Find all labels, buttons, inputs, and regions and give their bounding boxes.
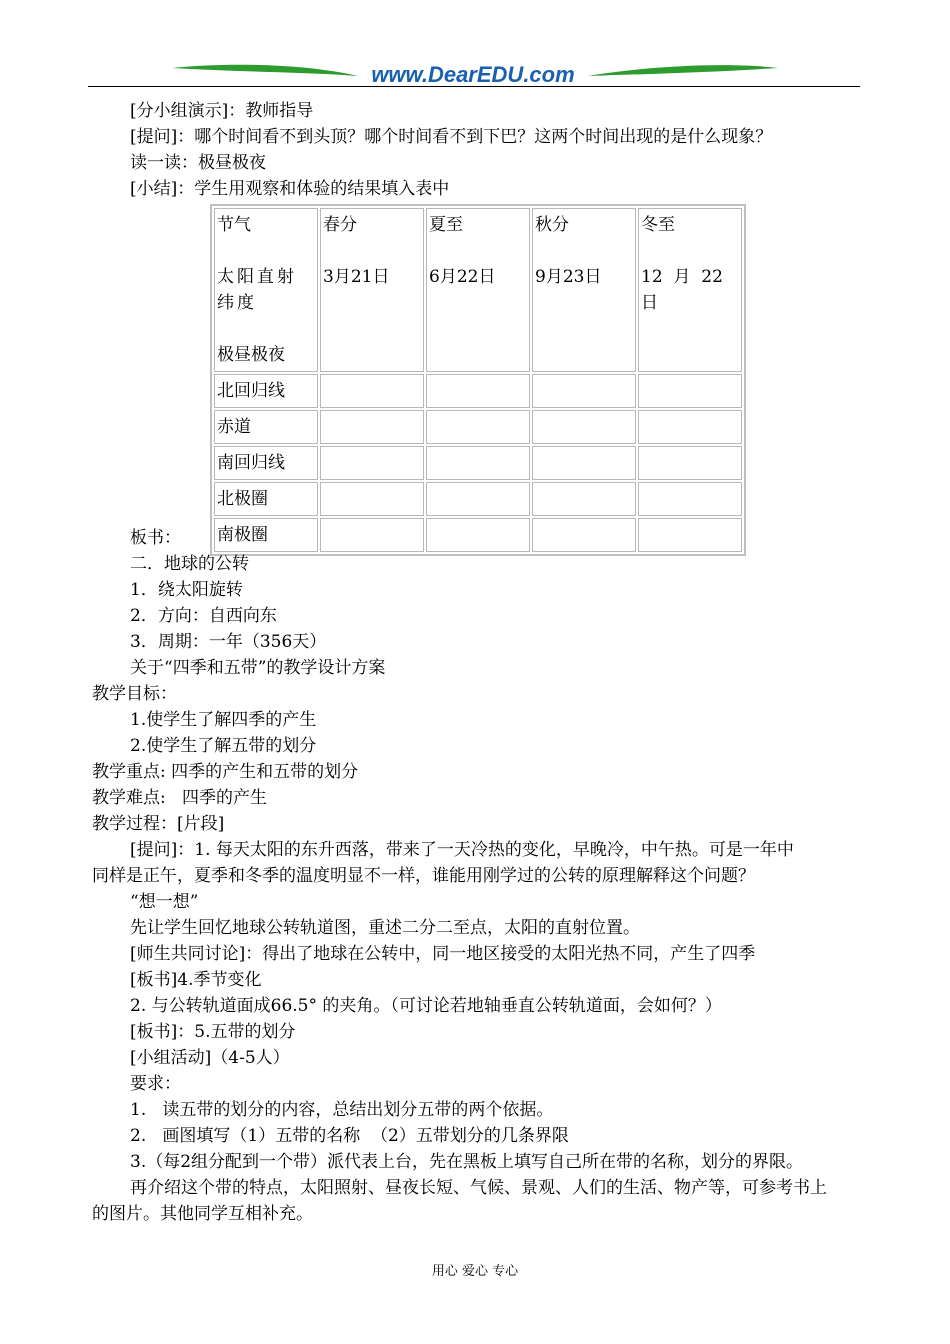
text-line: 再介绍这个带的特点，太阳照射、昼夜长短、气候、景观、人们的生活、物产等，可参考书上 <box>130 1178 827 1198</box>
table-cell <box>532 446 636 480</box>
text-line: [板书]4.季节变化 <box>130 970 262 990</box>
table-cell <box>638 446 742 480</box>
text-line: 3.（每2组分配到一个带）派代表上台，先在黑板上填写自己所在带的名称，划分的界限。 <box>130 1152 804 1172</box>
table-cell <box>532 208 636 372</box>
row-label: 南极圈 <box>214 518 318 552</box>
row-label: 北极圈 <box>214 482 318 516</box>
cell-latitude: 太阳直射纬度 <box>217 267 297 313</box>
text-line: [小组活动]（4-5人） <box>130 1048 290 1068</box>
text-line: 先让学生回忆地球公转轨道图，重述二分二至点，太阳的直射位置。 <box>130 918 640 938</box>
text-line: 2.使学生了解五带的划分 <box>130 736 317 756</box>
text-line: 2. 与公转轨道面成66.5° 的夹角。（可讨论若地轴垂直公转轨道面，会如何？） <box>130 996 722 1016</box>
row-label: 赤道 <box>214 410 318 444</box>
solar-terms-table <box>210 204 746 556</box>
table-cell <box>320 374 424 408</box>
season-name: 春分 <box>323 215 357 235</box>
text-line: [分小组演示]：教师指导 <box>130 101 314 121</box>
table-cell <box>320 208 424 372</box>
text-line: 3．周期：一年（356天） <box>130 632 327 652</box>
left-swoosh-graphic <box>172 65 358 76</box>
table-row <box>214 208 742 372</box>
text-line: [提问]：1. 每天太阳的东升西落，带来了一天冷热的变化，早晚冷，中午热。可是一年中 <box>130 840 794 860</box>
text-line: 1.使学生了解四季的产生 <box>130 710 317 730</box>
row-label: 南回归线 <box>214 446 318 480</box>
page-footer: 用心 爱心 专心 <box>431 1264 519 1279</box>
table-row <box>214 446 742 480</box>
season-date: 6月22日 <box>429 267 496 287</box>
table-cell <box>532 482 636 516</box>
table-row <box>214 410 742 444</box>
table-cell <box>426 518 530 552</box>
table-cell <box>638 410 742 444</box>
text-line: 教学重点: 四季的产生和五带的划分 <box>92 762 359 782</box>
table-cell <box>320 446 424 480</box>
table-row <box>214 518 742 552</box>
text-line: 的图片。其他同学互相补充。 <box>92 1204 313 1224</box>
text-line: 教学过程：[片段] <box>92 814 225 834</box>
season-date: 3月21日 <box>323 267 390 287</box>
table-cell <box>426 482 530 516</box>
table-cell <box>532 518 636 552</box>
text-line: 读一读：极昼极夜 <box>130 153 266 173</box>
cell-polar-day-night: 极昼极夜 <box>217 345 285 365</box>
text-line: [板书]：5.五带的划分 <box>130 1022 296 1042</box>
text-line: 关于“四季和五带”的教学设计方案 <box>130 658 386 678</box>
cell-solar-term: 节气 <box>217 215 251 235</box>
table-cell <box>426 446 530 480</box>
table-cell <box>638 482 742 516</box>
season-name: 秋分 <box>535 215 569 235</box>
table-cell <box>320 518 424 552</box>
text-line: 1. 读五带的划分的内容，总结出划分五带的两个依据。 <box>130 1100 554 1120</box>
text-line: 教学难点: 四季的产生 <box>92 788 267 808</box>
text-line: 二．地球的公转 <box>130 554 249 574</box>
table-row <box>214 482 742 516</box>
text-line: [师生共同讨论]：得出了地球在公转中，同一地区接受的太阳光热不同，产生了四季 <box>130 944 756 964</box>
table-cell <box>638 374 742 408</box>
table-cell <box>320 482 424 516</box>
header-rule <box>88 86 860 87</box>
season-name: 夏至 <box>429 215 463 235</box>
site-url-text: www.DearEDU.com <box>371 62 575 87</box>
season-date: 9月23日 <box>535 267 602 287</box>
text-line: 板书： <box>130 528 181 548</box>
text-line: [小结]：学生用观察和体验的结果填入表中 <box>130 179 450 199</box>
table-cell-header <box>214 208 318 372</box>
text-line: [提问]：哪个时间看不到头顶？哪个时间看不到下巴？这两个时间出现的是什么现象？ <box>130 127 773 147</box>
text-line: 教学目标： <box>92 684 177 704</box>
text-line: 2．方向：自西向东 <box>130 606 277 626</box>
table-cell <box>320 410 424 444</box>
right-swoosh-graphic <box>588 65 778 76</box>
row-label: 北回归线 <box>214 374 318 408</box>
text-line: 同样是正午，夏季和冬季的温度明显不一样，谁能用刚学过的公转的原理解释这个问题？ <box>92 866 755 886</box>
text-line: 1．绕太阳旋转 <box>130 580 243 600</box>
season-name: 冬至 <box>641 215 675 235</box>
table-row <box>214 374 742 408</box>
text-line: 要求： <box>130 1074 181 1094</box>
table-cell <box>426 374 530 408</box>
table-cell <box>532 374 636 408</box>
table-cell <box>638 518 742 552</box>
table-cell <box>638 208 742 372</box>
table-cell <box>426 410 530 444</box>
table-cell <box>532 410 636 444</box>
table-cell <box>426 208 530 372</box>
text-line: 2. 画图填写（1）五带的名称 （2）五带划分的几条界限 <box>130 1126 569 1146</box>
text-line: “想一想” <box>130 892 199 912</box>
season-date: 12 月 22日 <box>641 267 723 313</box>
